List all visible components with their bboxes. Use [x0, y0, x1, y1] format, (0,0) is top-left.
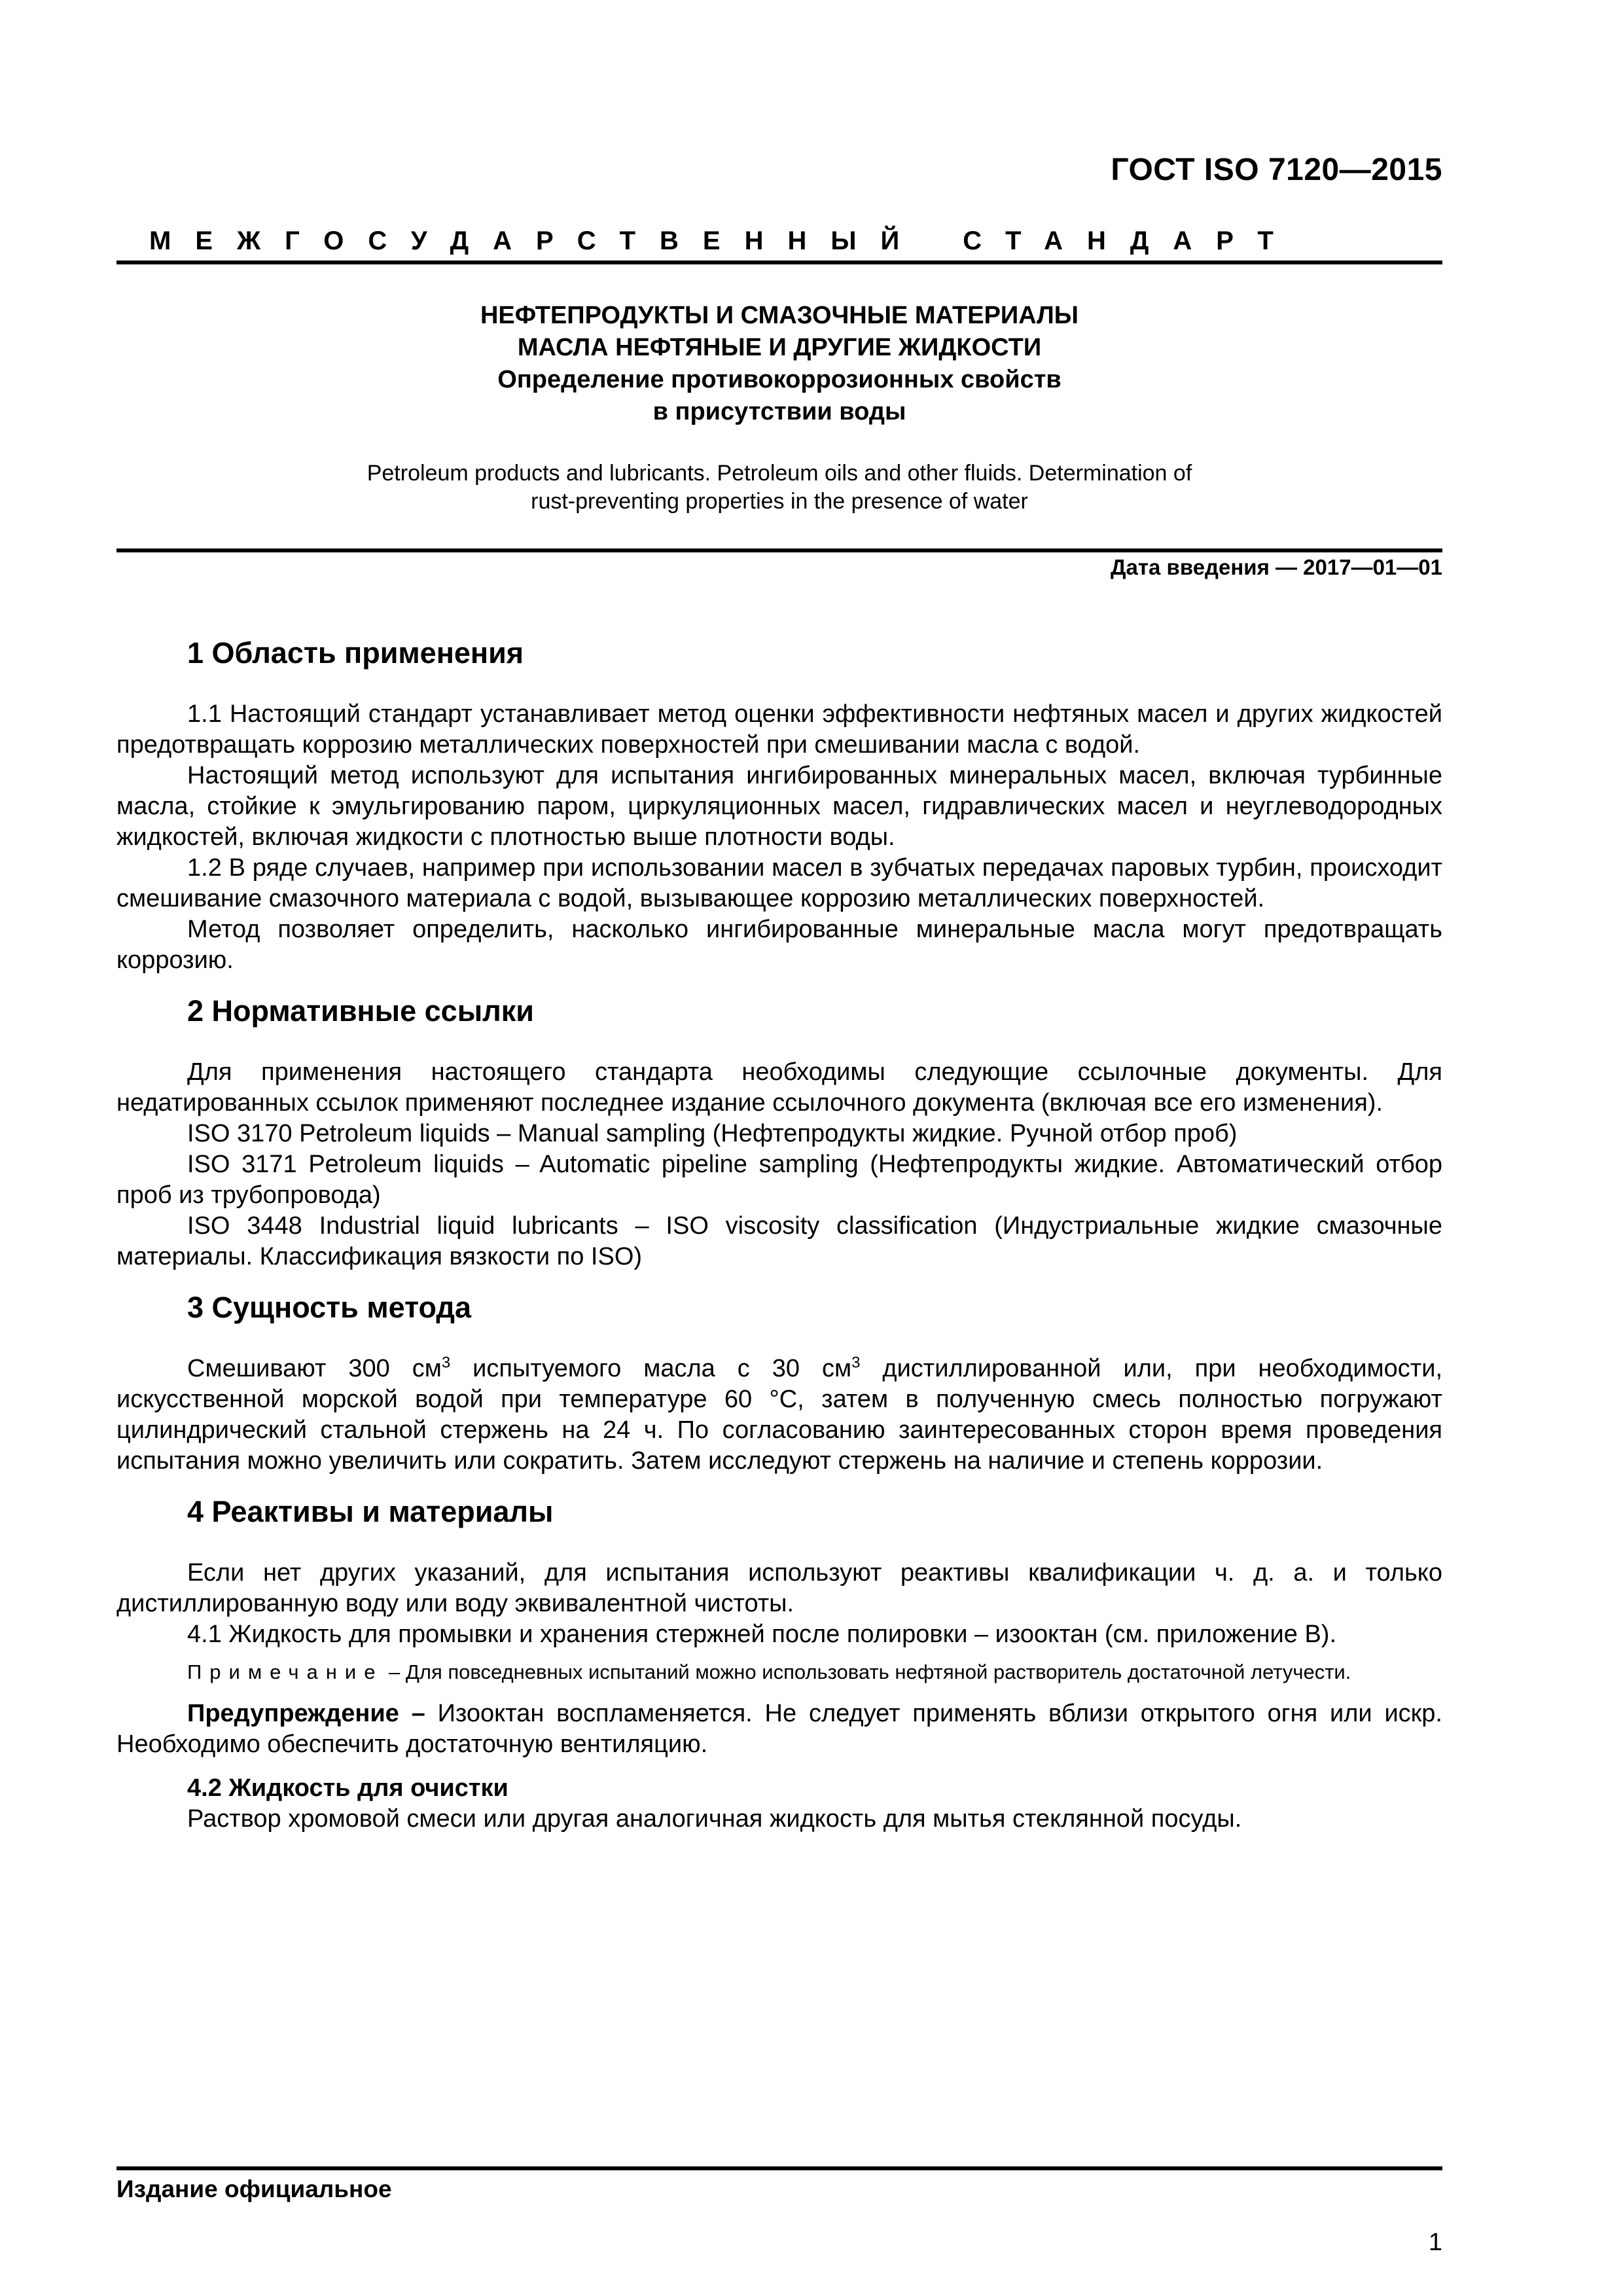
title-line-1: НЕФТЕПРОДУКТЫ И СМАЗОЧНЫЕ МАТЕРИАЛЫ: [480, 302, 1079, 329]
bottom-rule: [116, 2166, 1442, 2170]
english-title-line-1: Petroleum products and lubricants. Petroleum oils and other fluids. Determination of: [366, 461, 1192, 486]
section-1-paragraph: 1.2 В ряде случаев, например при использовании масел в зубчатых передачах паровых турбин, происходит смешивание смазочного материала с водой, вызывающее коррозию металлических поверхностей.: [116, 854, 1442, 912]
note: [116, 1659, 1442, 1685]
title-line-3: Определение противокоррозионных свойств: [497, 366, 1061, 393]
section-3-heading: 3 Сущность метода: [187, 1291, 471, 1324]
document-code: ГОСТ ISO 7120—2015: [1111, 152, 1442, 187]
section-1-heading: 1 Область применения: [187, 636, 524, 670]
reference-iso-3171: ISO 3171 Petroleum liquids – Automatic pipeline sampling (Нефтепродукты жидкие. Автоматический отбор проб из трубопровода): [116, 1151, 1442, 1209]
warning-text: Изооктан воспламеняется. Не следует применять вблизи открытого огня или искр. Необходимо обеспечить достаточную вентиляцию.: [116, 1700, 1442, 1758]
section-4-2-paragraph: Раствор хромовой смеси или другая аналогичная жидкость для мытья стеклянной посуды.: [187, 1805, 1242, 1833]
section-2-paragraph: Для применения настоящего стандарта необходимы следующие ссылочные документы. Для недатированных ссылок применяют последнее издание ссылочного документа (включая все его изменения).: [116, 1058, 1442, 1117]
top-rule: [116, 260, 1442, 264]
note-label: Примечание: [187, 1660, 383, 1683]
section-4-2-heading: 4.2 Жидкость для очистки: [187, 1774, 508, 1802]
english-title-line-2: rust-preventing properties in the presence of water: [531, 489, 1028, 514]
section-3-paragraph: Смешивают 300 $см^3$ испытуемого масла с 30 $см^3$ дистиллированной или, при необходимости, искусственной морской водой при температуре 60 °С, затем в полученную смесь полностью погружают цилиндрический стальной стержень на 24 ч. По согласованию заинтересованных сторон время проведения испытания можно увеличить или сократить. Затем исследуют стержень на наличие и степень коррозии.: [116, 1354, 1442, 1475]
note-text: – Для повседневных испытаний можно использовать нефтяной растворитель достаточной летучести.: [383, 1660, 1351, 1683]
title-line-4: в присутствии воды: [652, 398, 906, 425]
interstate-standard-banner: [149, 226, 1298, 256]
introduction-date: Дата введения — 2017—01—01: [1111, 555, 1442, 579]
section-4-paragraph: Если нет других указаний, для испытания используют реактивы квалификации ч. д. а. и только дистиллированную воду или воду эквивалентной чистоты.: [116, 1559, 1442, 1617]
edition-label: Издание официальное: [116, 2176, 392, 2202]
page-number: 1: [1428, 2229, 1442, 2256]
warning: [116, 1698, 1442, 1760]
section-4-heading: 4 Реактивы и материалы: [187, 1495, 554, 1528]
section-1-paragraph: Метод позволяет определить, насколько ингибированные минеральные масла могут предотвращать коррозию.: [116, 916, 1442, 974]
section-2-heading: 2 Нормативные ссылки: [187, 994, 534, 1028]
document-body: [116, 634, 1442, 1835]
section-1-paragraph: Настоящий метод используют для испытания ингибированных минеральных масел, включая турбинные масла, стойкие к эмульгированию паром, циркуляционных масел, гидравлических масел и неуглеводородных жидкостей, включая жидкости с плотностью выше плотности воды.: [116, 762, 1442, 851]
title-line-2: МАСЛА НЕФТЯНЫЕ И ДРУГИЕ ЖИДКОСТИ: [517, 334, 1042, 361]
english-title: [116, 459, 1442, 516]
section-4-1-paragraph: 4.1 Жидкость для промывки и хранения стержней после полировки – изооктан (см. приложение В).: [187, 1621, 1337, 1648]
reference-iso-3170: ISO 3170 Petroleum liquids – Manual sampling (Нефтепродукты жидкие. Ручной отбор проб): [187, 1120, 1238, 1147]
section-1-paragraph: 1.1 Настоящий стандарт устанавливает метод оценки эффективности нефтяных масел и других жидкостей предотвращать коррозию металлических поверхностей при смешивании масла с водой.: [116, 700, 1442, 759]
middle-rule: [116, 548, 1442, 552]
title-block: [116, 300, 1442, 428]
interstate-word: МЕЖГОСУДАРСТВЕННЫЙ: [149, 226, 924, 255]
warning-label: Предупреждение –: [187, 1700, 425, 1727]
standard-word: СТАНДАРТ: [963, 226, 1298, 255]
document-page: [116, 0, 1442, 2296]
reference-iso-3448: ISO 3448 Industrial liquid lubricants – ISO viscosity classification (Индустриальные жидкие смазочные материалы. Классификация вязкости по ISO): [116, 1212, 1442, 1270]
